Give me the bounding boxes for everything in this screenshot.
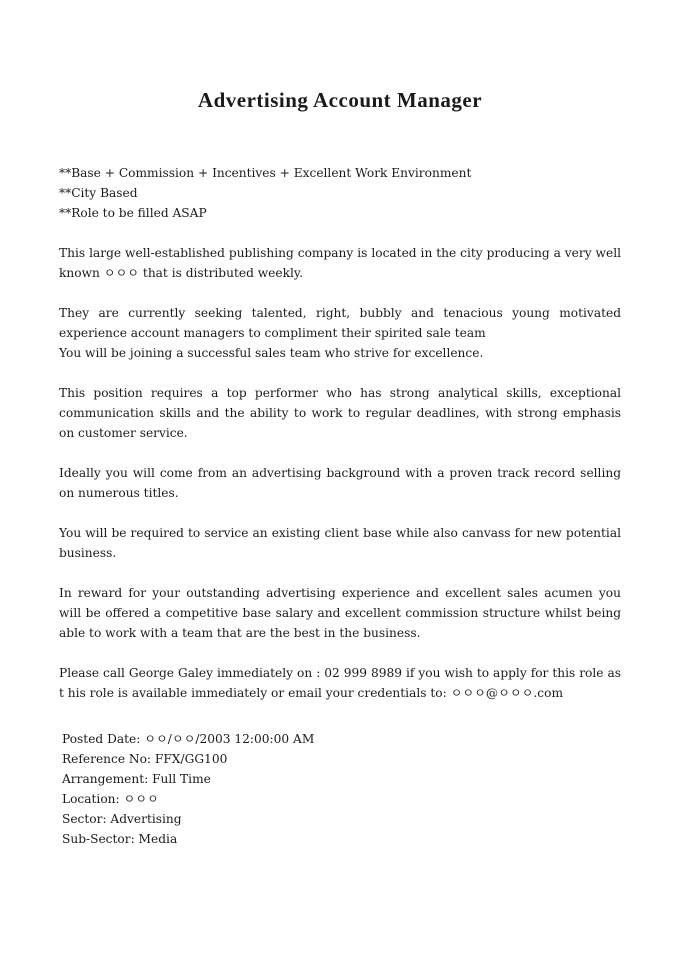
paragraph-text: Please call George Galey immediately on : 02 999 8989 if you wish to apply for this role as t his role is available immediately or email your credentials to: ㅇㅇㅇ@ㅇㅇㅇ.com <box>59 666 621 700</box>
tag-line: **Base + Commission + Incentives + Excellent Work Environment <box>59 166 472 180</box>
paragraph-text: This large well-established publishing company is located in the city producing a very well known ㅇㅇㅇ that is distributed weekly. <box>59 246 621 280</box>
posted-date: Posted Date: ㅇㅇ/ㅇㅇ/2003 12:00:00 AM <box>62 732 315 746</box>
paragraph-text: You will be required to service an existing client base while also canvass for new potential business. <box>59 526 621 560</box>
reference-number: Reference No: FFX/GG100 <box>62 752 228 766</box>
document-body <box>59 163 621 703</box>
paragraph-contact <box>59 663 621 703</box>
paragraph-text: Ideally you will come from an advertising background with a proven track record selling on numerous titles. <box>59 466 621 500</box>
arrangement: Arrangement: Full Time <box>62 772 211 786</box>
sub-sector: Sub-Sector: Media <box>62 832 178 846</box>
paragraph-text: You will be joining a successful sales team who strive for excellence. <box>59 346 484 360</box>
paragraph-company <box>59 243 621 283</box>
paragraph-requirements <box>59 383 621 443</box>
sector: Sector: Advertising <box>62 812 182 826</box>
paragraph-text: They are currently seeking talented, right, bubbly and tenacious young motivated experience account managers to compliment their spirited sale team <box>59 306 621 340</box>
highlight-tags <box>59 163 621 223</box>
paragraph-text: In reward for your outstanding advertising experience and excellent sales acumen you will be offered a competitive base salary and excellent commission structure whilst being able to work with a team that are the best in the business. <box>59 586 621 640</box>
paragraph-background <box>59 463 621 503</box>
tag-line: **Role to be filled ASAP <box>59 206 207 220</box>
job-details <box>62 729 562 849</box>
paragraph-reward <box>59 583 621 643</box>
page-title: Advertising Account Manager <box>197 88 483 112</box>
paragraph-duties <box>59 523 621 563</box>
paragraph-seeking <box>59 303 621 363</box>
location: Location: ㅇㅇㅇ <box>62 792 159 806</box>
tag-line: **City Based <box>59 186 138 200</box>
paragraph-text: This position requires a top performer who has strong analytical skills, exceptional communication skills and the ability to work to regular deadlines, with strong emphasis on customer service. <box>59 386 621 440</box>
